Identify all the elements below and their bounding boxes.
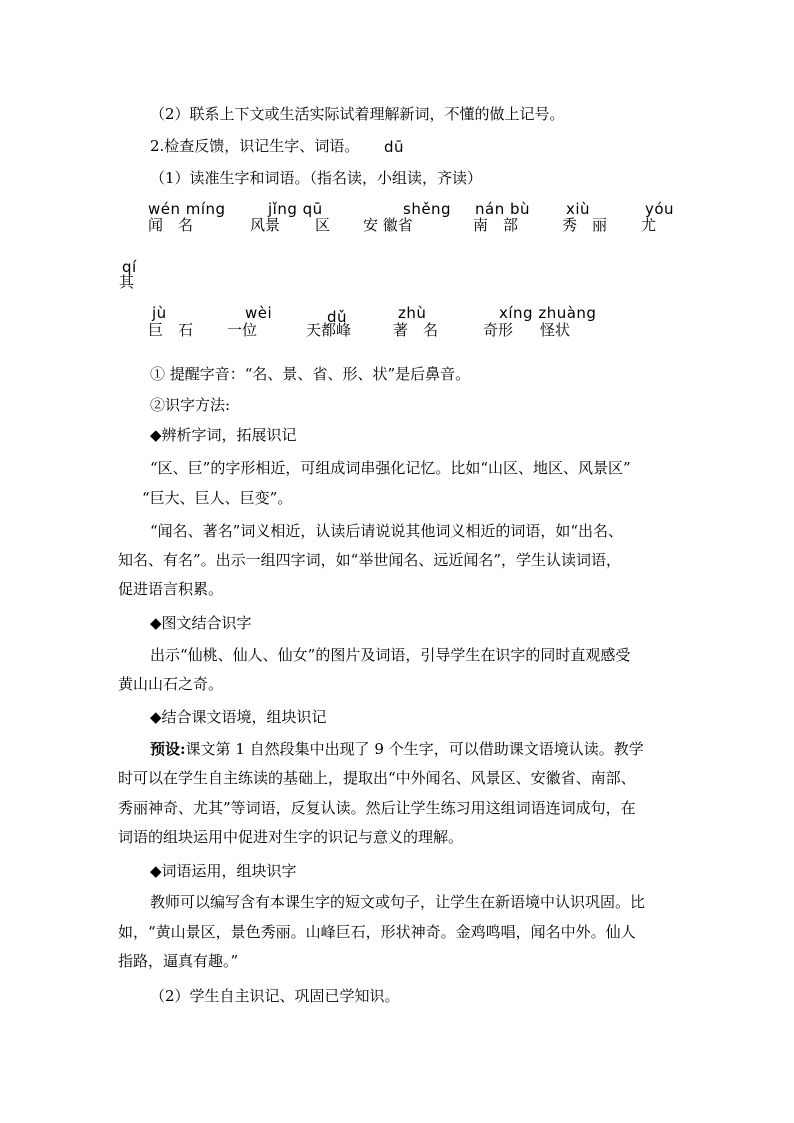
word-zhuming: 著 名 (393, 321, 439, 339)
pinyin-qi: qí (122, 258, 137, 276)
word-wenming: 闻 名 (148, 216, 194, 234)
para-context-line2: 时可以在学生自主练读的基础上，提取出“中外闻名、风景区、安徽省、南部、 (118, 769, 636, 787)
word-anhuisheng: 安 徽省 (363, 216, 413, 234)
pinyin-wei: wèi (245, 304, 273, 322)
word-guaizhuang: 怪状 (540, 321, 571, 339)
para-context-line4: 词语的组块运用中促进对生字的识记与意义的理解。 (118, 828, 464, 846)
word-tiandufeng: 天都峰 (306, 321, 352, 339)
section-check-feedback: 2.检查反馈，识记生字、词语。 (150, 137, 360, 155)
para-synonyms-line1: “闻名、著名”词义相近，认读后请说说其他词义相近的词语，如“出名、 (150, 522, 624, 540)
step-understand-words: （2）联系上下文或生活实际试着理解新词，不懂的做上记号。 (150, 105, 565, 123)
para-usage-line3: 指路，逼真有趣。” (118, 952, 239, 970)
note-methods: ②识字方法: (150, 396, 231, 414)
pinyin-sheng: shěng (403, 200, 452, 218)
pinyin-du-annotation: dū (384, 138, 405, 156)
word-nanbu: 南 部 (473, 216, 519, 234)
pinyin-xingzhuang: xíng zhuàng (499, 304, 597, 322)
step-self-memorize: （2）学生自主识记、巩固已学知识。 (150, 987, 400, 1005)
para-context-line1 (150, 739, 644, 759)
heading-usage: ◆词语运用，组块识字 (150, 862, 297, 880)
preset-label: 预设: (150, 740, 186, 758)
word-you: 尤 (641, 216, 657, 234)
para-usage-line1: 教师可以编写含有本课生字的短文或句子，让学生在新语境中认识巩固。比 (150, 893, 646, 911)
word-qixing: 奇形 (483, 321, 514, 339)
pinyin-ju: jù (152, 304, 167, 322)
para-context-line3: 秀丽神奇、尤其”等词语，反复认读。然后让学生练习用这组词语连词成句，在 (118, 799, 636, 817)
word-jushi: 巨 石 (148, 321, 194, 339)
pinyin-zhu: zhù (398, 304, 427, 322)
para-synonyms-line3: 促进语言积累。 (118, 580, 224, 598)
para-picture-line1: 出示“仙桃、仙人、仙女”的图片及词语，引导学生在识字的同时直观感受 (150, 646, 631, 664)
para-synonyms-line2: 知名、有名”。出示一组四字词，如“举世闻名、远近闻名”，学生认读词语， (118, 551, 622, 569)
word-qi: 其 (119, 273, 135, 291)
pinyin-jingqu: jǐng qū (268, 200, 323, 218)
pinyin-you: yóu (645, 200, 675, 218)
para-distinguish-line2: “巨大、巨人、巨变”。 (142, 489, 293, 507)
para-usage-line2: 如，“黄山景区，景色秀丽。山峰巨石，形状神奇。金鸡鸣唱，闻名中外。仙人 (118, 923, 636, 941)
pinyin-wenming: wén míng (148, 200, 226, 218)
heading-picture: ◆图文结合识字 (150, 614, 252, 632)
para-distinguish-line1: “区、巨”的字形相近，可组成词串强化记忆。比如“山区、地区、风景区” (150, 459, 631, 477)
word-xiuli: 秀 丽 (562, 216, 608, 234)
pinyin-xiu: xiù (566, 200, 591, 218)
para-context-line1-text: 课文第 1 自然段集中出现了 9 个生字，可以借助课文语境认读。教学 (185, 740, 644, 758)
para-picture-line2: 黄山山石之奇。 (118, 675, 224, 693)
step-read-characters: （1）读准生字和词语。（指名读，小组读，齐读） (150, 169, 483, 187)
word-fengjing: 风景 (250, 216, 281, 234)
pinyin-du: dǔ (327, 308, 348, 326)
word-yiwei: 一位 (227, 321, 258, 339)
pinyin-nanbu: nán bù (475, 200, 531, 218)
heading-distinguish: ◆辨析字词，拓展识记 (150, 426, 297, 444)
heading-context: ◆结合课文语境，组块识记 (150, 708, 327, 726)
word-qu: 区 (315, 216, 331, 234)
note-pronunciation: ① 提醒字音：“名、景、省、形、状”是后鼻音。 (150, 365, 471, 383)
